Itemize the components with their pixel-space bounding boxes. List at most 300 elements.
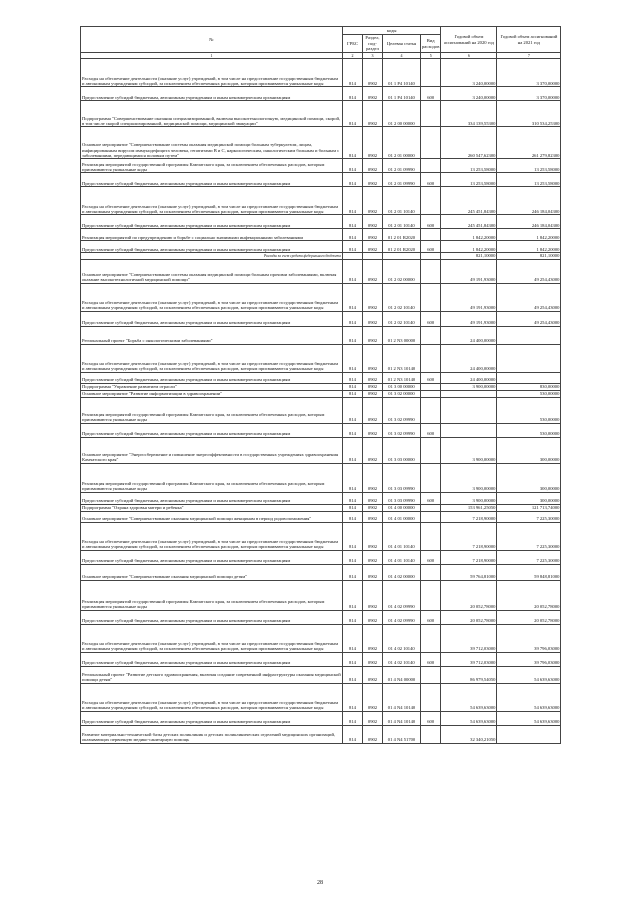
header-target: Целевая статья xyxy=(383,35,421,53)
amount-2020: 3 900,00000 xyxy=(441,463,497,492)
row-name: Предоставление субсидий бюджетным, автономным учреждениям и иным некоммерческим организациям xyxy=(81,311,343,326)
grbs-code: 814 xyxy=(343,564,363,580)
section-code: 0902 xyxy=(363,511,383,522)
target-code: 01 4 N4 10140 xyxy=(383,683,421,711)
target-code: 01 4 02 10140 xyxy=(383,624,421,652)
grbs-code: 814 xyxy=(343,580,363,610)
table-row xyxy=(81,423,561,437)
row-name: Расходы на обеспечение деятельности (оказание услуг) учреждений, в том числе на предоставление государственным бюджетным и автономным учреждениям субсидий, за исключением обеспеченных расходов, которым присваиваются уникальные коды xyxy=(81,683,343,711)
row-name: Реализация мероприятий государственной программы Камчатского края, за исключением обеспеченных расходов, которым присваиваются уникальные коды xyxy=(81,580,343,610)
target-code: 01 1 Р4 10140 xyxy=(383,87,421,101)
table-row xyxy=(81,173,561,187)
row-name: Предоставление субсидий бюджетным, автономным учреждениям и иным некоммерческим организациям xyxy=(81,423,343,437)
expense-kind xyxy=(421,624,441,652)
target-code: 01 2 01 10140 xyxy=(383,187,421,215)
expense-kind xyxy=(421,229,441,241)
amount-2020 xyxy=(441,390,497,397)
amount-2020 xyxy=(441,423,497,437)
section-code: 0902 xyxy=(363,437,383,463)
amount-2021: 7 225,30000 xyxy=(497,511,561,522)
amount-2020: 7 218,90000 xyxy=(441,550,497,564)
amount-2021: 3 370,00000 xyxy=(497,87,561,101)
section-code: 0902 xyxy=(363,610,383,624)
expense-kind xyxy=(421,344,441,372)
row-name: Расходы на обеспечение деятельности (оказание услуг) учреждений, в том числе на предоставление государственным бюджетным и автономным учреждениям субсидий, за исключением обеспеченных расходов, которым присваиваются уникальные коды xyxy=(81,59,343,87)
expense-kind xyxy=(421,683,441,711)
section-code: 0902 xyxy=(363,683,383,711)
column-index-row: 1 2 3 4 5 6 7 xyxy=(81,53,561,59)
table-row xyxy=(81,683,561,711)
amount-2020: 1 842,20000 xyxy=(441,229,497,241)
amount-2020: 3 240,00000 xyxy=(441,59,497,87)
expense-kind: 600 xyxy=(421,87,441,101)
row-name: Расходы на обеспечение деятельности (оказание услуг) учреждений, в том числе на предоставление государственным бюджетным и автономным учреждениям субсидий, за исключением обеспеченных расходов, которым присваиваются уникальные коды xyxy=(81,187,343,215)
grbs-code: 814 xyxy=(343,423,363,437)
row-name: Реализация мероприятий государственной программы Камчатского края, за исключением обеспеченных расходов, которым присваиваются уникальные коды xyxy=(81,159,343,173)
section-code: 0902 xyxy=(363,580,383,610)
amount-2020: 3 240,00000 xyxy=(441,87,497,101)
amount-2021: 530,00000 xyxy=(497,423,561,437)
table-row xyxy=(81,372,561,383)
grbs-code: 814 xyxy=(343,492,363,504)
amount-2020: 1 842,20000 xyxy=(441,241,497,253)
grbs-code: 814 xyxy=(343,397,363,423)
expense-kind: 600 xyxy=(421,492,441,504)
amount-2020: 54 639,63000 xyxy=(441,683,497,711)
amount-2020: 3 900,00000 xyxy=(441,437,497,463)
table-row xyxy=(81,311,561,326)
target-code: 01 4 01 00000 xyxy=(383,511,421,522)
target-code: 01 4 02 00000 xyxy=(383,564,421,580)
amount-2021: 39 796,03000 xyxy=(497,624,561,652)
target-code: 01 4 01 10140 xyxy=(383,522,421,550)
section-code: 0902 xyxy=(363,87,383,101)
table-row xyxy=(81,159,561,173)
grbs-code: 814 xyxy=(343,390,363,397)
section-code: 0902 xyxy=(363,383,383,390)
target-code: 01 3 02 09990 xyxy=(383,423,421,437)
target-code: 01 4 02 09990 xyxy=(383,580,421,610)
row-name: Предоставление субсидий бюджетным, автономным учреждениям и иным некоммерческим организациям xyxy=(81,492,343,504)
grbs-code: 814 xyxy=(343,283,363,311)
section-code: 0902 xyxy=(363,550,383,564)
grbs-code: 814 xyxy=(343,610,363,624)
target-code: 01 3 03 09990 xyxy=(383,492,421,504)
row-name: Развитие материально-технической базы детских поликлиник и детских поликлинических отделений медицинских организаций, оказывающих первичную медико-санитарную помощь xyxy=(81,725,343,743)
amount-2021: 310 534,25300 xyxy=(497,101,561,127)
header-grbs: ГРБС xyxy=(343,35,363,53)
header-section: Раздел, под-раздел xyxy=(363,35,383,53)
grbs-code: 814 xyxy=(343,522,363,550)
amount-2021: 54 639,63000 xyxy=(497,711,561,725)
amount-2020: 59 764,81000 xyxy=(441,564,497,580)
target-code: 01 4 N4 10140 xyxy=(383,711,421,725)
section-code: 0902 xyxy=(363,283,383,311)
amount-2021 xyxy=(497,326,561,344)
expense-kind xyxy=(421,504,441,511)
header-codes: коды xyxy=(343,27,441,35)
section-code: 0902 xyxy=(363,127,383,159)
target-code: 01 2 02 10140 xyxy=(383,283,421,311)
table-row xyxy=(81,59,561,87)
grbs-code: 814 xyxy=(343,229,363,241)
grbs-code: 814 xyxy=(343,87,363,101)
section-code: 0902 xyxy=(363,666,383,683)
target-code: 01 2 01 10140 xyxy=(383,215,421,229)
grbs-code: 814 xyxy=(343,511,363,522)
row-name: Подпрограмма "Совершенствование оказания специализированной, включая высокотехнологичную, медицинской помощи, скорой, в том числе скорой специализированной, медицинской помощи, медицинской эвакуации" xyxy=(81,101,343,127)
row-name: Предоставление субсидий бюджетным, автономным учреждениям и иным некоммерческим организациям xyxy=(81,87,343,101)
row-name: Основное мероприятие "Совершенствование оказания медицинской помощи детям" xyxy=(81,564,343,580)
table-row xyxy=(81,283,561,311)
section-code: 0902 xyxy=(363,173,383,187)
table-row xyxy=(81,463,561,492)
row-name: Реализация мероприятий государственной программы Камчатского края, за исключением обеспеченных расходов, которым присваиваются уникальные коды xyxy=(81,463,343,492)
expense-kind xyxy=(421,522,441,550)
amount-2021: 3 370,00000 xyxy=(497,59,561,87)
grbs-code: 814 xyxy=(343,666,363,683)
grbs-code: 814 xyxy=(343,326,363,344)
table-row xyxy=(81,259,561,283)
section-code: 0902 xyxy=(363,344,383,372)
section-code: 0902 xyxy=(363,725,383,743)
amount-2021: 13 253,58000 xyxy=(497,159,561,173)
target-code: 01 3 03 00000 xyxy=(383,437,421,463)
amount-2021: 20 052,78000 xyxy=(497,580,561,610)
target-code: 01 2 01 R2020 xyxy=(383,229,421,241)
section-code: 0902 xyxy=(363,504,383,511)
section-code: 0902 xyxy=(363,311,383,326)
amount-2020: 245 451,84300 xyxy=(441,215,497,229)
expense-kind xyxy=(421,725,441,743)
header-kind: Вид расходов xyxy=(421,35,441,53)
row-name: Расходы на обеспечение деятельности (оказание услуг) учреждений, в том числе на предоставление государственным бюджетным и автономным учреждениям субсидий, за исключением обеспеченных расходов, которым присваиваются уникальные коды xyxy=(81,522,343,550)
header-no: № xyxy=(81,27,343,53)
amount-2020: 3 900,00000 xyxy=(441,383,497,390)
amount-2021: 39 796,03000 xyxy=(497,652,561,666)
amount-2021: 13 253,58000 xyxy=(497,173,561,187)
table-row xyxy=(81,666,561,683)
amount-2021: 1 842,20000 xyxy=(497,229,561,241)
amount-2021: 54 639,63000 xyxy=(497,666,561,683)
expense-kind xyxy=(421,59,441,87)
amount-2020: 39 712,03000 xyxy=(441,652,497,666)
amount-2020: 24 400,00000 xyxy=(441,326,497,344)
table-row xyxy=(81,215,561,229)
table-row xyxy=(81,550,561,564)
section-code: 0902 xyxy=(363,187,383,215)
table-row xyxy=(81,511,561,522)
row-name: Предоставление субсидий бюджетным, автономным учреждениям и иным некоммерческим организациям xyxy=(81,652,343,666)
table-row xyxy=(81,127,561,159)
grbs-code: 814 xyxy=(343,683,363,711)
grbs-code: 814 xyxy=(343,344,363,372)
section-code: 0902 xyxy=(363,59,383,87)
grbs-code: 814 xyxy=(343,372,363,383)
expense-kind xyxy=(421,187,441,215)
budget-table xyxy=(80,26,561,744)
row-name: Основное мероприятие "Развитие информатизации в здравоохранении" xyxy=(81,390,343,397)
amount-2021: 49 254,43000 xyxy=(497,259,561,283)
amount-2020: 24 400,00000 xyxy=(441,344,497,372)
row-name: Расходы на обеспечение деятельности (оказание услуг) учреждений, в том числе на предоставление государственным бюджетным и автономным учреждениям субсидий, за исключением обеспеченных расходов, которым присваиваются уникальные коды xyxy=(81,624,343,652)
target-code: 01 4 02 10140 xyxy=(383,652,421,666)
table-row xyxy=(81,326,561,344)
amount-2021: 7 225,30000 xyxy=(497,522,561,550)
table-row xyxy=(81,522,561,550)
table-row xyxy=(81,390,561,397)
target-code: 01 3 02 09990 xyxy=(383,397,421,423)
grbs-code: 814 xyxy=(343,159,363,173)
amount-2020: 245 451,84300 xyxy=(441,187,497,215)
table-row xyxy=(81,580,561,610)
target-code: 01 2 N3 10140 xyxy=(383,344,421,372)
expense-kind: 600 xyxy=(421,423,441,437)
row-name: Региональный проект "Развитие детского здравоохранения, включая создание современной инфраструктуры оказания медицинской помощи детям" xyxy=(81,666,343,683)
expense-kind: 600 xyxy=(421,311,441,326)
expense-kind xyxy=(421,397,441,423)
row-name: Основное мероприятие "Энергосбережение и повышение энергоэффективности в государственных учреждениях здравоохранения Камчатского края" xyxy=(81,437,343,463)
target-code: 01 2 01 00000 xyxy=(383,127,421,159)
row-name: Подпрограмма "Управление развитием отрасли" xyxy=(81,383,343,390)
target-code: 01 2 02 00000 xyxy=(383,259,421,283)
grbs-code: 814 xyxy=(343,311,363,326)
amount-2021: 20 052,78000 xyxy=(497,610,561,624)
amount-2021: 246 184,04300 xyxy=(497,187,561,215)
expense-kind: 600 xyxy=(421,215,441,229)
amount-2021: 300,00000 xyxy=(497,437,561,463)
table-row xyxy=(81,383,561,390)
amount-2020: 7 218,90000 xyxy=(441,511,497,522)
table-row xyxy=(81,564,561,580)
amount-2021: 1 842,20000 xyxy=(497,241,561,253)
expense-kind xyxy=(421,383,441,390)
amount-2021: 830,00000 xyxy=(497,383,561,390)
expense-kind xyxy=(421,564,441,580)
section-code: 0902 xyxy=(363,463,383,492)
target-code: 01 2 01 09990 xyxy=(383,159,421,173)
target-code: 01 2 01 09990 xyxy=(383,173,421,187)
expense-kind: 600 xyxy=(421,372,441,383)
expense-kind xyxy=(421,437,441,463)
amount-2021: 261 279,82300 xyxy=(497,127,561,159)
amount-2020: 49 191,93000 xyxy=(441,311,497,326)
target-code: 01 4 N4 00000 xyxy=(383,666,421,683)
row-name: Региональный проект "Борьба с онкологическими заболеваниями" xyxy=(81,326,343,344)
target-code: 01 2 N3 00000 xyxy=(383,326,421,344)
section-code: 0902 xyxy=(363,397,383,423)
grbs-code: 814 xyxy=(343,187,363,215)
grbs-code: 814 xyxy=(343,463,363,492)
expense-kind xyxy=(421,463,441,492)
expense-kind xyxy=(421,101,441,127)
expense-kind xyxy=(421,127,441,159)
row-name: Расходы на обеспечение деятельности (оказание услуг) учреждений, в том числе на предоставление государственным бюджетным и автономным учреждениям субсидий, за исключением обеспеченных расходов, которым присваиваются уникальные коды xyxy=(81,283,343,311)
target-code: 01 2 02 10140 xyxy=(383,311,421,326)
expense-kind: 600 xyxy=(421,610,441,624)
amount-2020: 24 400,00000 xyxy=(441,372,497,383)
table-row xyxy=(81,187,561,215)
amount-2021: 246 184,04300 xyxy=(497,215,561,229)
grbs-code: 814 xyxy=(343,101,363,127)
amount-2020: 13 253,58000 xyxy=(441,159,497,173)
grbs-code: 814 xyxy=(343,127,363,159)
amount-2021: 54 639,63000 xyxy=(497,683,561,711)
expense-kind xyxy=(421,326,441,344)
row-name: Предоставление субсидий бюджетным, автономным учреждениям и иным некоммерческим организациям xyxy=(81,241,343,253)
target-code: 01 2 01 R2020 xyxy=(383,241,421,253)
grbs-code: 814 xyxy=(343,652,363,666)
amount-2021 xyxy=(497,372,561,383)
expense-kind: 600 xyxy=(421,711,441,725)
section-code: 0902 xyxy=(363,390,383,397)
amount-2020: 20 052,78000 xyxy=(441,610,497,624)
expense-kind: 600 xyxy=(421,173,441,187)
amount-2020: 260 547,62300 xyxy=(441,127,497,159)
section-code: 0902 xyxy=(363,652,383,666)
row-name: Подпрограмма "Охрана здоровья матери и ребенка" xyxy=(81,504,343,511)
table-row xyxy=(81,87,561,101)
target-code: 01 4 02 09990 xyxy=(383,610,421,624)
row-name: Основное мероприятие "Совершенствование системы оказания медицинской помощи больным прочими заболеваниями, включая оказание высокотехнологичной медицинской помощи" xyxy=(81,259,343,283)
page-number: 28 xyxy=(317,880,323,886)
row-name: Основное мероприятие "Совершенствование системы оказания медицинской помощи больным туберкулезом, лицам, инфицированным вирусом иммунодефицита человека, гепатитами В и С, наркологическим, онкологическим больным и больным с заболеваниями, передающимися половым путем" xyxy=(81,127,343,159)
expense-kind: 600 xyxy=(421,241,441,253)
section-code: 0902 xyxy=(363,241,383,253)
grbs-code: 814 xyxy=(343,624,363,652)
table-row xyxy=(81,711,561,725)
table-row xyxy=(81,101,561,127)
section-code: 0902 xyxy=(363,522,383,550)
grbs-code: 814 xyxy=(343,259,363,283)
expense-kind: 600 xyxy=(421,652,441,666)
grbs-code: 814 xyxy=(343,383,363,390)
amount-2020: 86 979,54050 xyxy=(441,666,497,683)
expense-kind xyxy=(421,259,441,283)
row-name: Предоставление субсидий бюджетным, автономным учреждениям и иным некоммерческим организациям xyxy=(81,610,343,624)
target-code: 01 4 N4 51700 xyxy=(383,725,421,743)
section-code: 0902 xyxy=(363,159,383,173)
amount-2021: 530,00000 xyxy=(497,397,561,423)
amount-2021: 49 254,43000 xyxy=(497,283,561,311)
amount-2020: 54 639,63000 xyxy=(441,711,497,725)
section-code: 0902 xyxy=(363,492,383,504)
table-row xyxy=(81,624,561,652)
expense-kind xyxy=(421,580,441,610)
target-code: 01 2 00 00000 xyxy=(383,101,421,127)
amount-2020: 49 191,93000 xyxy=(441,283,497,311)
table-row xyxy=(81,437,561,463)
section-code: 0902 xyxy=(363,215,383,229)
row-name: Предоставление субсидий бюджетным, автономным учреждениям и иным некоммерческим организациям xyxy=(81,173,343,187)
amount-2020 xyxy=(441,397,497,423)
section-code: 0902 xyxy=(363,326,383,344)
amount-2020: 821,10000 xyxy=(441,253,497,259)
amount-2021: 121 713,74000 xyxy=(497,504,561,511)
grbs-code: 814 xyxy=(343,173,363,187)
table-row xyxy=(81,397,561,423)
section-code: 0902 xyxy=(363,229,383,241)
table-row xyxy=(81,725,561,743)
amount-2020: 13 253,58000 xyxy=(441,173,497,187)
amount-2020: 32 340,21050 xyxy=(441,725,497,743)
grbs-code: 814 xyxy=(343,437,363,463)
amount-2020: 20 052,78000 xyxy=(441,580,497,610)
row-name: Предоставление субсидий бюджетным, автономным учреждениям и иным некоммерческим организациям xyxy=(81,711,343,725)
header-year-2020: Годовой объем ассигнований на 2020 год xyxy=(441,27,497,53)
row-name: Основное мероприятие "Совершенствование оказания медицинской помощи женщинам в период родовспоможения" xyxy=(81,511,343,522)
amount-2020: 3 900,00000 xyxy=(441,492,497,504)
section-code: 0902 xyxy=(363,564,383,580)
table-body xyxy=(81,59,561,743)
amount-2021: 7 225,30000 xyxy=(497,550,561,564)
amount-2021: 49 254,43000 xyxy=(497,311,561,326)
table-header xyxy=(81,27,561,59)
table-row xyxy=(81,344,561,372)
section-code: 0902 xyxy=(363,423,383,437)
row-name: Расходы за счет средств федерального бюджета xyxy=(81,253,343,259)
grbs-code: 814 xyxy=(343,711,363,725)
amount-2020: 39 712,03000 xyxy=(441,624,497,652)
target-code: 01 1 Р4 10140 xyxy=(383,59,421,87)
row-name: Предоставление субсидий бюджетным, автономным учреждениям и иным некоммерческим организациям xyxy=(81,215,343,229)
table-row xyxy=(81,652,561,666)
section-code: 0902 xyxy=(363,101,383,127)
expense-kind xyxy=(421,159,441,173)
target-code: 01 3 02 00000 xyxy=(383,390,421,397)
table-row xyxy=(81,241,561,253)
amount-2020: 153 961,25050 xyxy=(441,504,497,511)
grbs-code: 814 xyxy=(343,725,363,743)
target-code: 01 3 00 00000 xyxy=(383,383,421,390)
amount-2021: 59 848,81000 xyxy=(497,564,561,580)
row-name: Предоставление субсидий бюджетным, автономным учреждениям и иным некоммерческим организациям xyxy=(81,550,343,564)
expense-kind xyxy=(421,511,441,522)
grbs-code: 814 xyxy=(343,241,363,253)
amount-2021: 530,00000 xyxy=(497,390,561,397)
amount-2020: 7 218,90000 xyxy=(441,522,497,550)
amount-2020: 334 139,55300 xyxy=(441,101,497,127)
amount-2021: 300,00000 xyxy=(497,492,561,504)
grbs-code: 814 xyxy=(343,550,363,564)
amount-2021: 821,10000 xyxy=(497,253,561,259)
amount-2021 xyxy=(497,725,561,743)
table-row xyxy=(81,229,561,241)
target-code: 01 2 N3 10140 xyxy=(383,372,421,383)
target-code: 01 3 03 09990 xyxy=(383,463,421,492)
amount-2021: 300,00000 xyxy=(497,463,561,492)
row-name: Предоставление субсидий бюджетным, автономным учреждениям и иным некоммерческим организациям xyxy=(81,372,343,383)
row-name: Расходы на обеспечение деятельности (оказание услуг) учреждений, в том числе на предоставление государственным бюджетным и автономным учреждениям субсидий, за исключением обеспеченных расходов, которым присваиваются уникальные коды xyxy=(81,344,343,372)
section-code: 0902 xyxy=(363,624,383,652)
section-code: 0902 xyxy=(363,259,383,283)
grbs-code: 814 xyxy=(343,59,363,87)
table-row xyxy=(81,610,561,624)
expense-kind xyxy=(421,283,441,311)
expense-kind: 600 xyxy=(421,550,441,564)
section-code: 0902 xyxy=(363,372,383,383)
amount-2021 xyxy=(497,344,561,372)
expense-kind xyxy=(421,390,441,397)
target-code: 01 4 00 00000 xyxy=(383,504,421,511)
section-code: 0902 xyxy=(363,711,383,725)
amount-2020: 49 191,93000 xyxy=(441,259,497,283)
row-name: Реализация мероприятий по предупреждению и борьбе с социально значимыми инфекционными заболеваниями xyxy=(81,229,343,241)
expense-kind xyxy=(421,666,441,683)
header-year-2021: Годовой объем ассигнований на 2021 год xyxy=(497,27,561,53)
grbs-code: 814 xyxy=(343,504,363,511)
grbs-code: 814 xyxy=(343,215,363,229)
